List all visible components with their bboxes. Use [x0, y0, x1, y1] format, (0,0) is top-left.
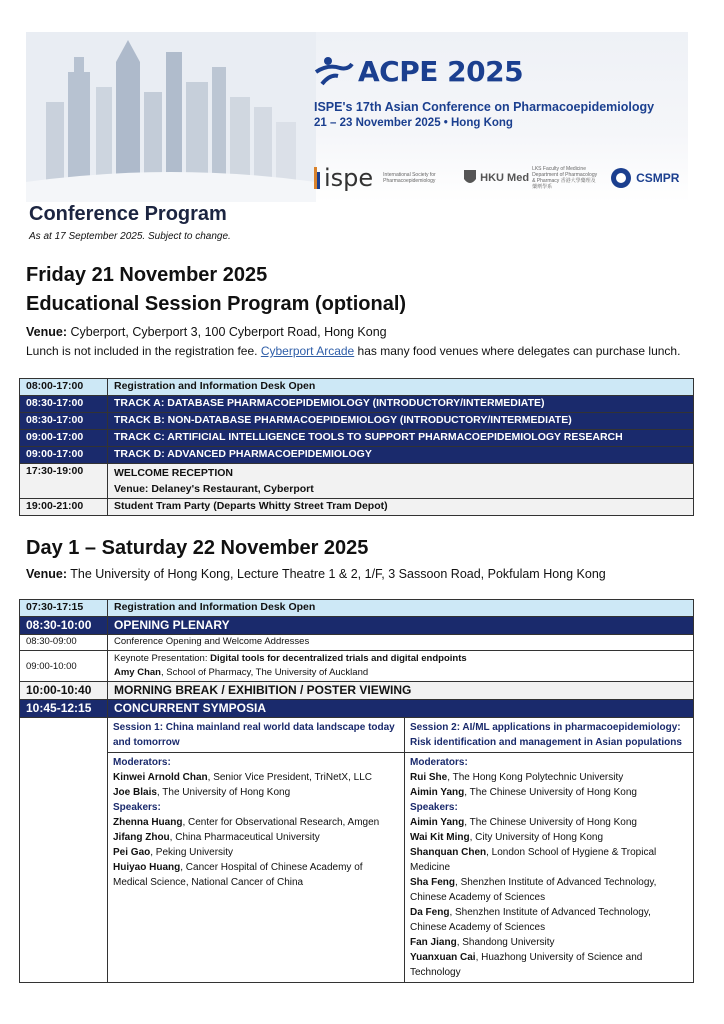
event-cell: TRACK D: ADVANCED PHARMACOEPIDEMIOLOGY [108, 447, 694, 464]
hong-kong-skyline-image [26, 32, 316, 202]
time-cell: 19:00-21:00 [20, 499, 108, 516]
hku-logo: HKU Med LKS Faculty of Medicine Department of Pharmacology & Pharmacy 香港大學藥理及藥劑學系 [463, 166, 600, 190]
session-2-title-cell [405, 718, 694, 753]
session-1-title-cell [108, 718, 405, 753]
friday-date-heading: Friday 21 November 2025 [26, 264, 268, 286]
partner-logos [314, 158, 688, 198]
table-row [20, 700, 694, 718]
event-cell: MORNING BREAK / EXHIBITION / POSTER VIEWING [108, 682, 694, 700]
person-entry: Pei Gao, Peking University [113, 847, 234, 858]
session-2-people-cell [405, 753, 694, 983]
event-cell: OPENING PLENARY [108, 617, 694, 635]
event-cell: Student Tram Party (Departs Whitty Street Tram Depot) [108, 499, 694, 516]
time-cell: 10:45-12:15 [20, 700, 108, 718]
table-row [20, 718, 694, 753]
time-cell: 10:00-10:40 [20, 682, 108, 700]
acpe-figure-icon [314, 54, 354, 88]
reception-title: WELCOME RECEPTION [114, 467, 234, 479]
time-cell: 08:00-17:00 [20, 379, 108, 396]
session-1-title: Session 1: China mainland real world data landscape today and tomorrow [113, 722, 395, 748]
person-entry: Aimin Yang, The Chinese University of Hong Kong [410, 787, 637, 798]
event-cell: Registration and Information Desk Open [108, 379, 694, 396]
event-cell: TRACK B: NON-DATABASE PHARMACOEPIDEMIOLOGY (INTRODUCTORY/INTERMEDIATE) [108, 413, 694, 430]
ispe-bar-icon [314, 167, 320, 189]
person-entry: Kinwei Arnold Chan, Senior Vice President, TriNetX, LLC [113, 772, 372, 783]
event-cell [108, 464, 694, 499]
person-entry: Huiyao Huang, Cancer Hospital of Chinese Academy of Medical Science, National Cancer of China [113, 862, 363, 888]
event-cell: Keynote Presentation: Digital tools for decentralized trials and digital endpoints Amy Chan, School of Pharmacy, The University of Auckland [108, 651, 694, 682]
csmpr-icon [610, 167, 632, 189]
time-cell: 07:30-17:15 [20, 600, 108, 617]
cyberport-arcade-link[interactable]: Cyberport Arcade [260, 344, 355, 358]
hku-crest-icon [463, 169, 477, 187]
person-entry: Shanquan Chen, London School of Hygiene & Tropical Medicine [410, 847, 657, 873]
event-cell: Registration and Information Desk Open [108, 600, 694, 617]
time-cell: 08:30-09:00 [20, 635, 108, 651]
person-entry: Aimin Yang, The Chinese University of Hong Kong [410, 817, 637, 828]
person-entry: Yuanxuan Cai, Huazhong University of Science and Technology [410, 952, 643, 978]
day1-heading: Day 1 – Saturday 22 November 2025 [26, 537, 369, 559]
friday-venue: Venue: Cyberport, Cyberport 3, 100 Cyberport Road, Hong Kong [26, 325, 387, 339]
table-row [20, 651, 694, 682]
event-cell: TRACK C: ARTIFICIAL INTELLIGENCE TOOLS TO SUPPORT PHARMACOEPIDEMIOLOGY RESEARCH [108, 430, 694, 447]
time-cell: 08:30-10:00 [20, 617, 108, 635]
educational-session-heading: Educational Session Program (optional) [26, 293, 407, 315]
keynote-title: Digital tools for decentralized trials and digital endpoints [210, 653, 467, 664]
person-entry: Fan Jiang, Shandong University [410, 937, 555, 948]
time-cell: 08:30-17:00 [20, 413, 108, 430]
friday-schedule-table [19, 378, 694, 516]
day1-venue: Venue: The University of Hong Kong, Lecture Theatre 1 & 2, 1/F, 3 Sassoon Road, Pokfulam Hong Kong [26, 567, 606, 581]
table-row [20, 464, 694, 499]
time-cell [20, 718, 108, 983]
table-row [20, 413, 694, 430]
table-row [20, 600, 694, 617]
csmpr-logo: CSMPR [610, 167, 679, 189]
table-row [20, 430, 694, 447]
time-cell: 08:30-17:00 [20, 396, 108, 413]
speakers-label: Speakers: [410, 802, 458, 813]
page-subtitle: As at 17 September 2025. Subject to change. [29, 231, 231, 242]
table-row [20, 635, 694, 651]
time-cell: 17:30-19:00 [20, 464, 108, 499]
ispe-tagline: International Society for Pharmacoepidemiology [383, 172, 436, 184]
session-2-title: Session 2: AI/ML applications in pharmacoepidemiology: Risk identification and management in Asian populations [410, 722, 682, 748]
person-entry: Wai Kit Ming, City University of Hong Kong [410, 832, 604, 843]
session-1-people-cell [108, 753, 405, 983]
table-row [20, 753, 694, 983]
table-row [20, 379, 694, 396]
person-entry: Da Feng, Shenzhen Institute of Advanced Technology, Chinese Academy of Sciences [410, 907, 651, 933]
table-row [20, 682, 694, 700]
event-cell: TRACK A: DATABASE PHARMACOEPIDEMIOLOGY (INTRODUCTORY/INTERMEDIATE) [108, 396, 694, 413]
person-entry: Sha Feng, Shenzhen Institute of Advanced Technology, Chinese Academy of Sciences [410, 877, 657, 903]
person-entry: Jifang Zhou, China Pharmaceutical University [113, 832, 320, 843]
day1-schedule-table [19, 599, 694, 983]
time-cell: 09:00-10:00 [20, 651, 108, 682]
acpe-logo-block [314, 54, 654, 129]
banner-subtitle: ISPE's 17th Asian Conference on Pharmacoepidemiology [314, 100, 655, 114]
keynote-speaker: Amy Chan [114, 667, 161, 678]
person-entry: Joe Blais, The University of Hong Kong [113, 787, 291, 798]
person-entry: Zhenna Huang, Center for Observational Research, Amgen [113, 817, 380, 828]
hku-department-text: LKS Faculty of Medicine Department of Pharmacology & Pharmacy 香港大學藥理及藥劑學系 [532, 166, 598, 190]
table-row [20, 447, 694, 464]
conference-banner [26, 32, 688, 202]
table-row [20, 499, 694, 516]
lunch-note: Lunch is not included in the registration fee. Cyberport Arcade has many food venues where delegates can purchase lunch. [26, 344, 681, 358]
person-entry: Rui She, The Hong Kong Polytechnic University [410, 772, 624, 783]
table-row [20, 396, 694, 413]
speakers-label: Speakers: [113, 802, 161, 813]
event-cell: Conference Opening and Welcome Addresses [108, 635, 694, 651]
table-row [20, 617, 694, 635]
moderators-label: Moderators: [410, 757, 468, 768]
banner-dates: 21 – 23 November 2025 • Hong Kong [314, 117, 513, 129]
event-cell: CONCURRENT SYMPOSIA [108, 700, 694, 718]
acpe-brand-text: ACPE 2025 [358, 54, 524, 88]
page-title: Conference Program [29, 203, 227, 225]
ispe-logo: ispe [314, 164, 373, 192]
reception-venue: Venue: Delaney's Restaurant, Cyberport [114, 483, 314, 495]
time-cell: 09:00-17:00 [20, 430, 108, 447]
time-cell: 09:00-17:00 [20, 447, 108, 464]
moderators-label: Moderators: [113, 757, 171, 768]
